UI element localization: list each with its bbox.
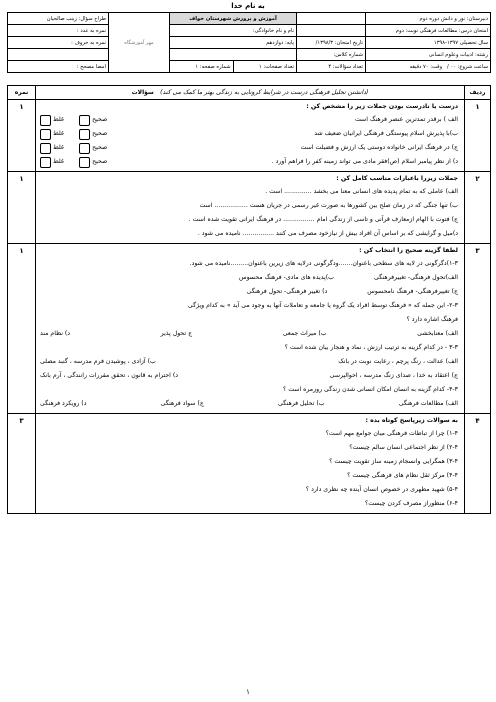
checkbox[interactable] — [79, 129, 90, 140]
checkbox[interactable] — [40, 143, 51, 154]
short-answer-item: ۱-۴) چرا از تباطات فرهنگی میان جوامع مهم است؟ — [325, 429, 458, 437]
mc-options — [40, 397, 458, 411]
grade-label: پایه: دوازدهم — [170, 37, 297, 49]
short-answer-item: ۶-۴) منظوراز مصرف کردن چیست؟ — [364, 499, 458, 507]
true-label: صحیح — [92, 143, 108, 151]
mc-option[interactable]: د) نظام مند — [40, 329, 71, 337]
mc-options — [40, 355, 458, 369]
org-title: آموزش و پرورش شهرستان خواف — [170, 13, 297, 25]
true-label: صحیح — [92, 129, 108, 137]
mc-option[interactable]: ج تحول پذیر — [160, 329, 193, 337]
score-digits-label: نمره به عدد : — [8, 25, 109, 37]
question-title: به سوالات زیرپاسخ کوتاه بده : — [365, 416, 458, 424]
checkbox[interactable] — [40, 115, 51, 126]
mc-option[interactable]: الف) عدالت ، رنگ پرچم ، رعایت نوبت در بانک — [338, 357, 458, 365]
mc-option[interactable]: الف) مطالعات فرهنگی — [398, 399, 458, 407]
pages-label: تعداد صفحات: ۱ — [233, 61, 296, 73]
false-label: غلط — [53, 143, 65, 151]
start-time-cell — [366, 61, 491, 73]
q-count-label: تعداد سؤالات: ۴ — [297, 61, 366, 73]
checkbox[interactable] — [79, 143, 90, 154]
table-head-row — [8, 86, 491, 100]
score-letters-label: نمره به حروف : — [8, 37, 109, 49]
mc-options — [40, 327, 458, 341]
year-label: سال تحصیلی ۱۳۹۷-۱۳۹۸ — [366, 37, 491, 49]
true-option[interactable] — [79, 115, 107, 126]
tf-item — [40, 141, 458, 155]
empty-cell — [170, 49, 297, 61]
question-row-3 — [8, 244, 491, 414]
mc-options — [40, 369, 458, 383]
false-option[interactable] — [40, 115, 64, 126]
true-option[interactable] — [79, 157, 107, 168]
question-number: ۴ — [465, 414, 491, 514]
checkbox[interactable] — [79, 115, 90, 126]
mc-question: ۳-۳ - در کدام گزینه به ترتیب ارزش ، نماد و هنجار بیان شده است ؟ — [284, 343, 458, 351]
name-label: نام و نام خانوادگی: — [170, 25, 297, 37]
motto: (دانشتن تحلیل فرهنگی درست در شرایط کرونایی به زندگی بهتر ما کمک می کند) — [160, 89, 369, 96]
mc-option[interactable]: د) رویکرد فرهنگی — [40, 399, 87, 407]
questions-table — [7, 85, 491, 514]
designer-cell — [8, 13, 109, 25]
score-header: نمره — [8, 86, 36, 100]
tf-item-text: ج) در فرهنگ ایرانی خانواده دوستی یک ارزش و فضیلت است — [300, 143, 458, 151]
fill-item: ج) فتوت با الهام ازمعارف قرآنی و تاسی از زندگی امام ................ در فرهنگ ایرانی تقویت شده است . — [188, 215, 458, 223]
exam-header — [7, 12, 491, 73]
page-number: ۱ — [246, 688, 250, 696]
empty-cell — [297, 25, 366, 37]
tf-item — [40, 113, 458, 127]
question-body — [36, 244, 465, 414]
false-label: غلط — [53, 115, 65, 123]
mc-question: ۲-۳- این جمله که « فرهنگ توسط افراد یک گروه یا جامعه و تعاملات آنها به وجود می آید » به کدام ویژگی — [187, 301, 458, 309]
mc-option[interactable]: د) احترام به قانون ، تحقق مقررات رانندگی ، آرم بانک — [40, 371, 179, 379]
question-row-2 — [8, 172, 491, 244]
mc-option[interactable]: ب) آزادی ، پوشیدن فرم مدرسه ، گنبد مصلی — [40, 357, 156, 365]
question-number: ۱ — [465, 100, 491, 172]
mc-question: ۴-۳- کدام گزینه به انسان امکان انسانی شدن زندگی روزمره است ؟ — [282, 385, 458, 393]
question-row-1 — [8, 100, 491, 172]
short-answer-item: ۵-۴) شهید مطهری در خصوص انسان آینده چه نظری دارد ؟ — [305, 485, 458, 493]
short-answer-item: ۴-۴) مرکز ثقل نظام های فرهنگی چیست ؟ — [347, 471, 458, 479]
tf-item-text: د) از نظر پیامبر اسلام (ص)فقر مادی می تواند زمینه کفر را فراهم آورد . — [271, 157, 458, 165]
mc-option[interactable]: ج) تغییرفرهنگی- فرهنگ نامحسوس — [367, 287, 458, 295]
tf-item-text: الف ) برقدر تمدترین عنصر فرهنگ است — [354, 115, 458, 123]
tf-item-text: ب)با پذیرش اسلام پیوستگی فرهنگی ایرانیان ضعیف شد — [314, 129, 458, 137]
exam-label — [366, 25, 491, 37]
mc-question: ۱-۳)دگرگونی در لایه های سطحی باعنوان.......ودگرگونی درلایه های زیرین باعنوان.........نامیده می شود. — [189, 259, 458, 267]
true-label: صحیح — [92, 157, 108, 165]
questions-header — [36, 86, 465, 100]
false-option[interactable] — [40, 157, 64, 168]
mc-options — [40, 285, 458, 299]
true-label: صحیح — [92, 115, 108, 123]
tf-item — [40, 155, 458, 169]
mc-option[interactable]: ج) اعتقاد به خدا ، صدای زنگ مدرسه ، احوالپرسی — [329, 371, 458, 379]
question-title: لطفا گزینه صحیح را انتخاب کن : — [359, 246, 458, 254]
question-body — [36, 172, 465, 244]
empty-cell — [8, 49, 109, 61]
questions-label: سؤالات — [131, 89, 154, 96]
true-option[interactable] — [79, 143, 107, 154]
true-option[interactable] — [79, 129, 107, 140]
question-title: درست یا نادرست بودن جملات زیر را مشخص کن : — [306, 102, 458, 110]
sheet-label: شماره صفحه: ۱ — [170, 61, 234, 73]
exam-label-text: امتحان درس: مطالعات فرهنگی — [419, 27, 488, 34]
question-score: ۱ — [8, 244, 36, 414]
tf-options — [40, 157, 107, 168]
field-label: رشته: ادبیات وعلوم انسانی — [366, 49, 491, 61]
mc-option[interactable]: ب) میراث جمعی — [282, 329, 327, 337]
tf-item — [40, 127, 458, 141]
false-option[interactable] — [40, 129, 64, 140]
date-label: تاریخ امتحان: ۱۳۹۸/۳/ — [297, 37, 366, 49]
mc-option[interactable]: ب) تحلیل فرهنگی — [278, 399, 325, 407]
turn-label: نوبت: دوم — [395, 27, 418, 34]
question-body — [36, 414, 465, 514]
short-answer-item: ۳-۴) همگرایی وانسجام زمینه ساز تقویت چیست ؟ — [329, 457, 458, 465]
question-score: ۳ — [8, 414, 36, 514]
false-label: غلط — [53, 129, 65, 137]
short-answer-item: ۲-۴) از نظر اجتماعی انسان سالم چیست؟ — [349, 443, 458, 451]
designer-label: طراح سؤال: — [78, 15, 106, 22]
fill-item: ب) تنها جنگی که در زمان صلح بین کشورها به صورت غیر رسمی در جریان هست ................. است — [199, 201, 458, 209]
question-row-4 — [8, 414, 491, 514]
mc-option[interactable]: الف)تحول فرهنگی- تغییرفرهنگی — [373, 273, 458, 281]
question-score: ۱ — [8, 100, 36, 172]
school-stamp: مهر آموزشگاه — [109, 13, 170, 73]
designer-name: زینب صالحیان — [46, 15, 77, 22]
mc-option[interactable]: ج) سواد فرهنگی — [160, 399, 204, 407]
tf-options — [40, 143, 107, 154]
checkbox[interactable] — [40, 157, 51, 168]
mc-options — [40, 271, 458, 285]
tf-options — [40, 115, 107, 126]
tf-options — [40, 129, 107, 140]
seat-label: شماره کلاس: — [297, 49, 366, 61]
fill-item: د)میل و گرایشی که بر اساس آن افراد بیش از نیازخود مصرف می کنند ................ نامیده می شود . — [197, 229, 458, 237]
false-option[interactable] — [40, 143, 64, 154]
basmala: به نام خدا — [231, 2, 265, 10]
question-score: ۱ — [8, 172, 36, 244]
empty-cell — [297, 13, 366, 25]
question-number: ۲ — [465, 172, 491, 244]
fill-item: الف) عاملی که به تمام پدیده های انسانی معنا می بخشد .............. است . — [265, 187, 458, 195]
mc-question-cont: فرهنگ اشاره دارد ؟ — [406, 315, 458, 323]
question-body — [36, 100, 465, 172]
subject-label: دبیرستان: نور و دانش دوره دوم — [366, 13, 491, 25]
row-header: ردیف — [465, 86, 491, 100]
mc-option[interactable]: د) تغییر فرهنگی- تحول فرهنگی — [246, 287, 328, 295]
question-title: جملات زیررا باعبارات مناسب کامل کن : — [336, 174, 458, 182]
question-number: ۳ — [465, 244, 491, 414]
start-label: ساعت شروع: ۰۰ / — [447, 63, 488, 70]
mc-option[interactable]: الف) معنابخشی — [417, 329, 458, 337]
signature-label: امضا مصحح : — [8, 61, 109, 73]
mc-option[interactable]: ب)پدیده های مادی- فرهنگ محسوس — [239, 273, 334, 281]
checkbox[interactable] — [79, 157, 90, 168]
time-label: وقت: ۷۰ دقیقه — [409, 63, 443, 70]
false-label: غلط — [53, 157, 65, 165]
checkbox[interactable] — [40, 129, 51, 140]
